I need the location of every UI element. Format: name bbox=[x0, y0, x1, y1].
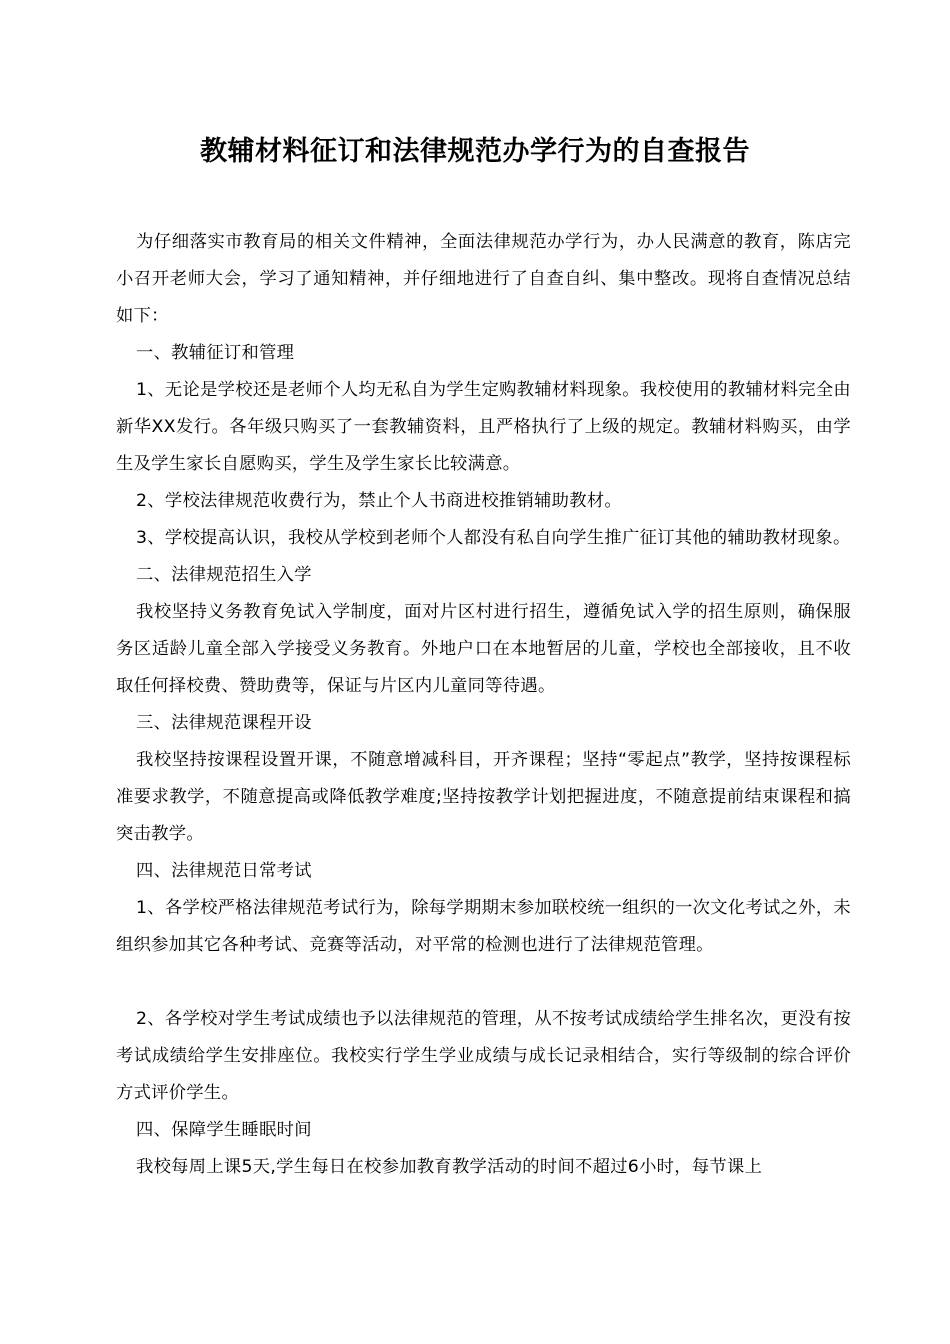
document-body bbox=[116, 224, 851, 1186]
paragraph-4-2: 2、各学校对学生考试成绩也予以法律规范的管理，从不按考试成绩给学生排名次，更没有按考试成绩给学生安排座位。我校实行学生学业成绩与成长记录相结合，实行等级制的综合评价方式评价学生。 bbox=[116, 1009, 851, 1103]
section-heading-4: 四、法律规范日常考试 bbox=[136, 861, 312, 881]
section-heading-1: 一、教辅征订和管理 bbox=[136, 343, 295, 363]
paragraph-3: 我校坚持按课程设置开课，不随意增减科目，开齐课程；坚持“零起点”教学，坚持按课程标准要求教学，不随意提高或降低教学难度;坚持按教学计划把握进度，不随意提前结束课程和搞突击教学。 bbox=[116, 750, 851, 844]
paragraph-2: 我校坚持义务教育免试入学制度，面对片区村进行招生，遵循免试入学的招生原则，确保服务区适龄儿童全部入学接受义务教育。外地户口在本地暂居的儿童，学校也全部接收，且不收取任何择校费、赞助费等，保证与片区内儿童同等待遇。 bbox=[116, 602, 851, 696]
section-heading-5: 四、保障学生睡眠时间 bbox=[136, 1120, 312, 1140]
paragraph-1-1: 1、无论是学校还是老师个人均无私自为学生定购教辅材料现象。我校使用的教辅材料完全由新华XX发行。各年级只购买了一套教辅资料，且严格执行了上级的规定。教辅材料购买，由学生及学生家长自愿购买，学生及学生家长比较满意。 bbox=[116, 380, 851, 474]
paragraph-1-3: 3、学校提高认识，我校从学校到老师个人都没有私自向学生推广征订其他的辅助教材现象。 bbox=[136, 528, 851, 548]
section-heading-2: 二、法律规范招生入学 bbox=[136, 565, 312, 585]
document-title: 教辅材料征订和法律规范办学行为的自查报告 bbox=[200, 136, 750, 167]
intro-paragraph: 为仔细落实市教育局的相关文件精神，全面法律规范办学行为，办人民满意的教育，陈店完小召开老师大会，学习了通知精神，并仔细地进行了自查自纠、集中整改。现将自查情况总结如下： bbox=[116, 232, 851, 326]
paragraph-1-2: 2、学校法律规范收费行为，禁止个人书商进校推销辅助教材。 bbox=[136, 491, 622, 511]
section-heading-3: 三、法律规范课程开设 bbox=[136, 713, 312, 733]
paragraph-4-1: 1、各学校严格法律规范考试行为，除每学期期末参加联校统一组织的一次文化考试之外，未组织参加其它各种考试、竞赛等活动，对平常的检测也进行了法律规范管理。 bbox=[116, 898, 851, 955]
paragraph-5: 我校每周上课5天,学生每日在校参加教育教学活动的时间不超过6小时，每节课上 bbox=[136, 1157, 763, 1177]
blank-line bbox=[116, 964, 851, 1001]
